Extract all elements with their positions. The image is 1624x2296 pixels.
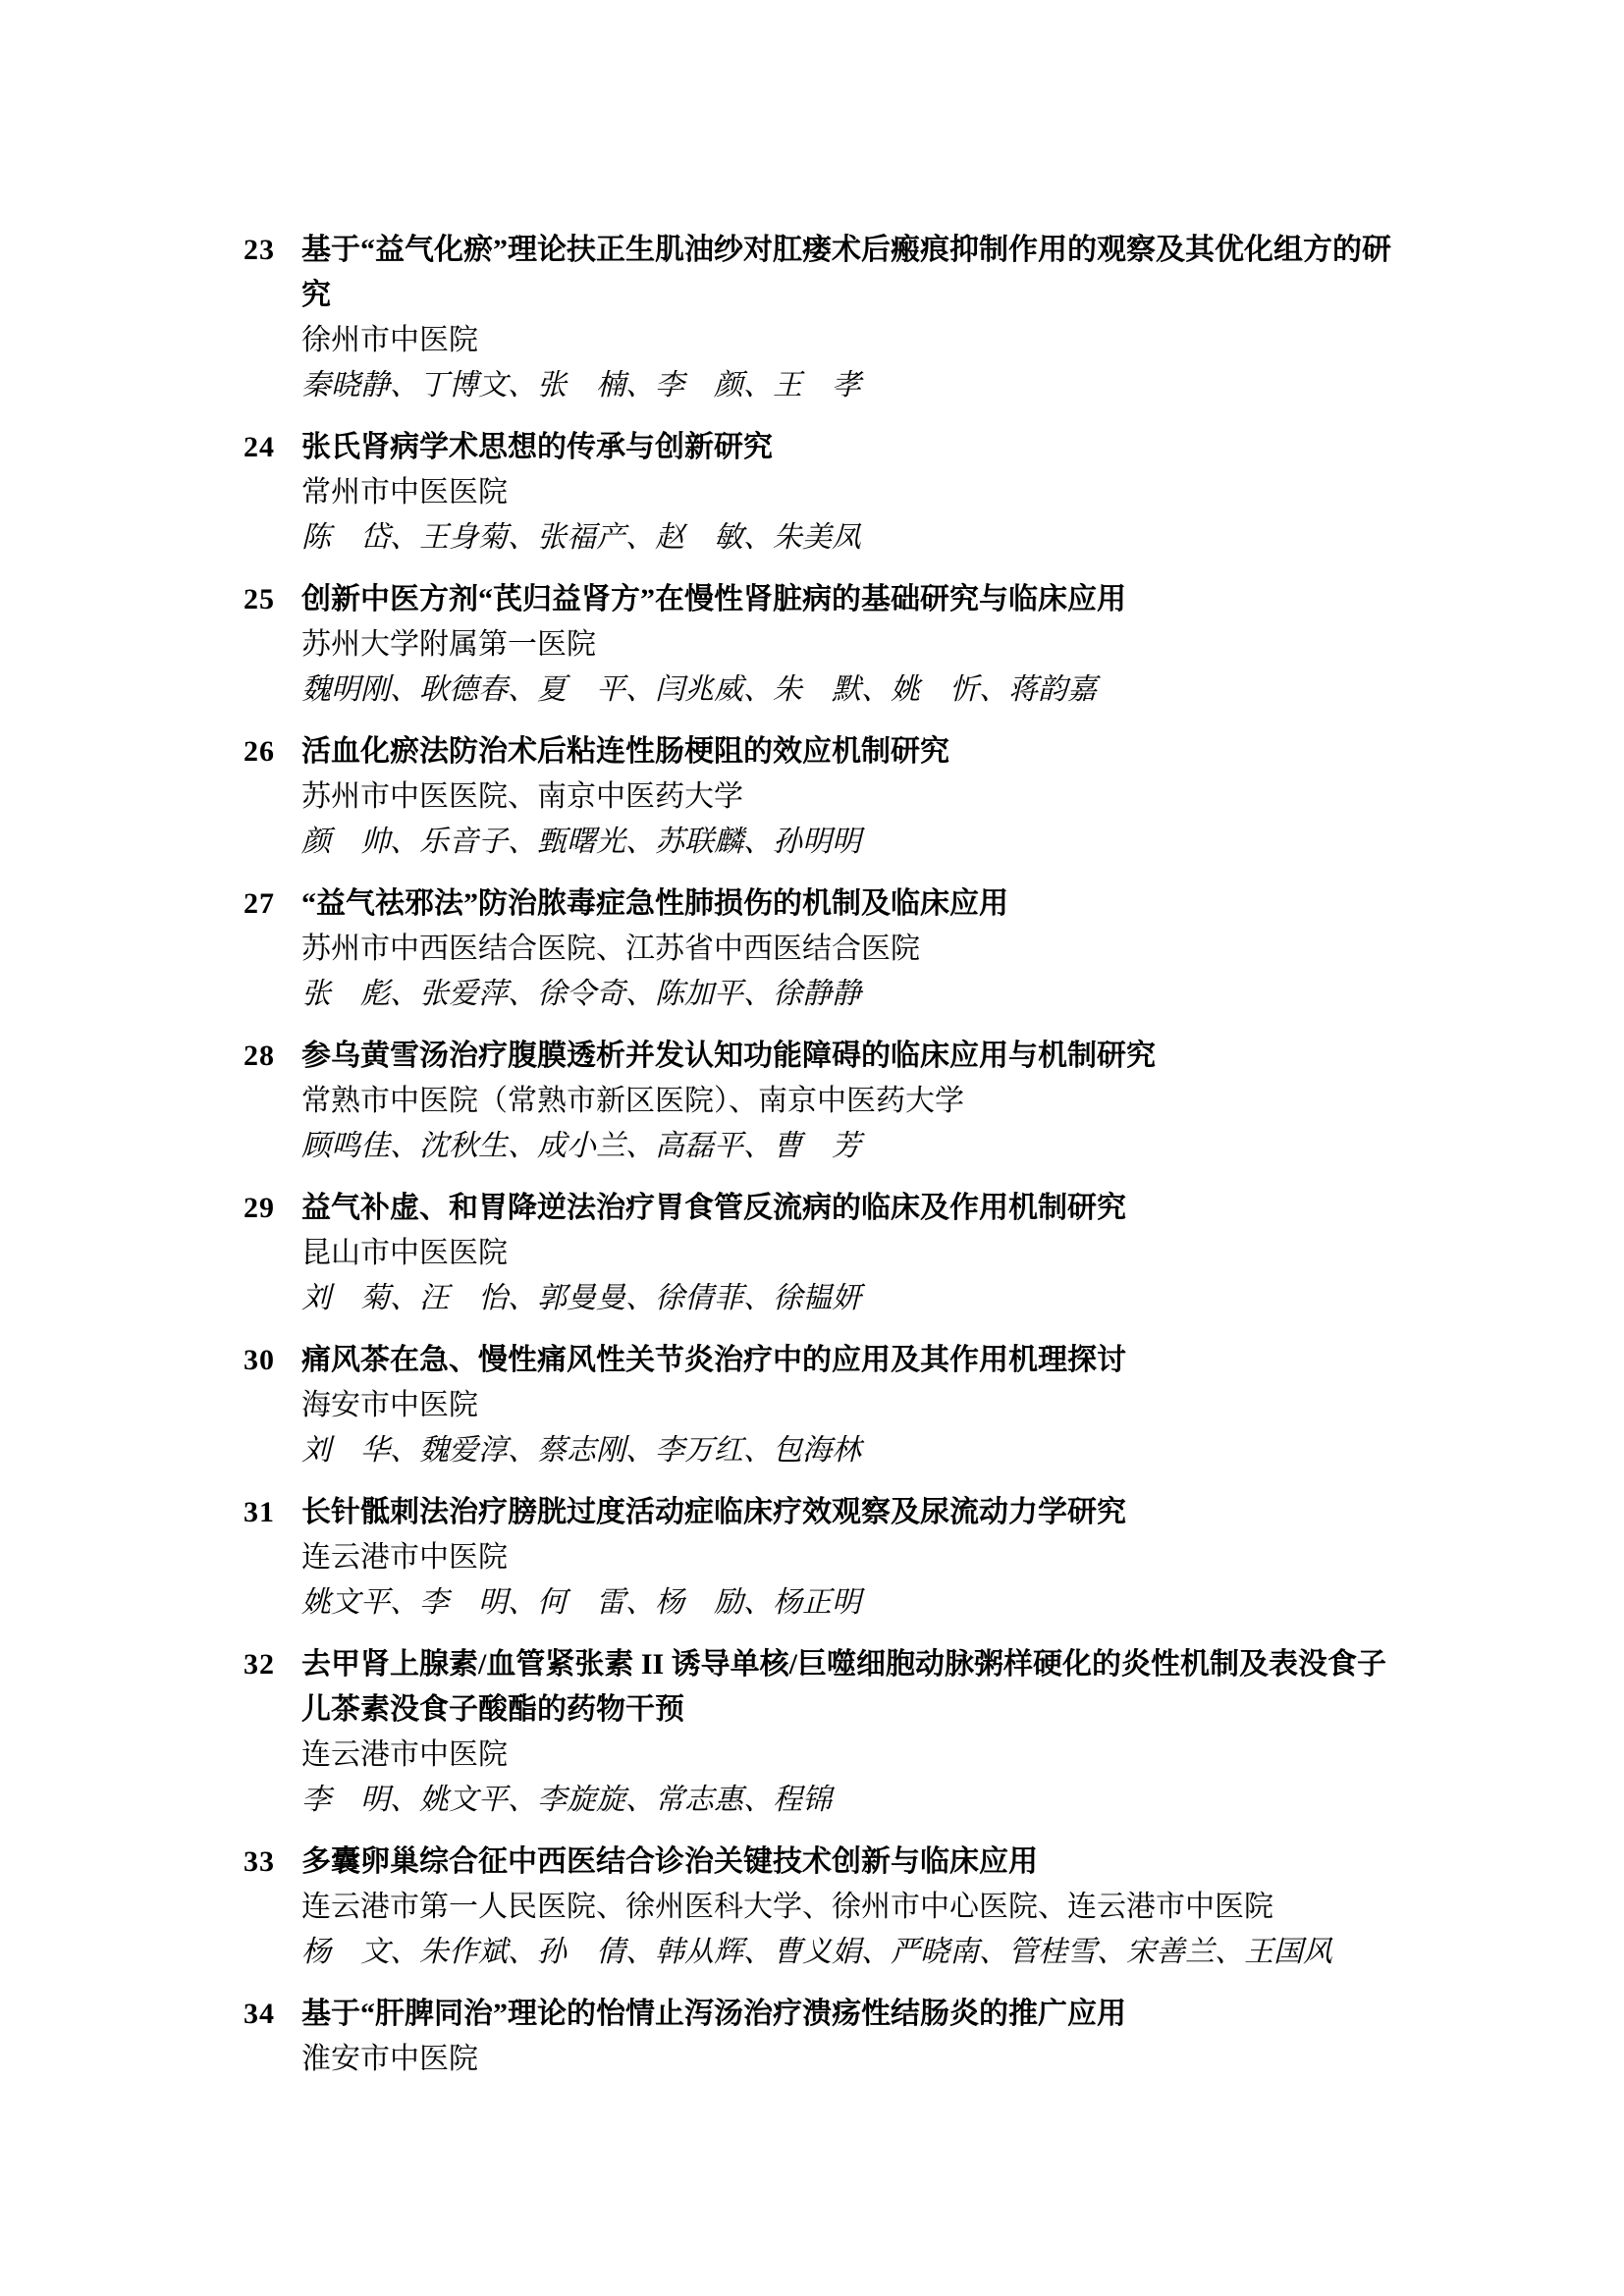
entry-body (301, 881, 1393, 1017)
entry-authors: 陈 岱、王身菊、张福产、赵 敏、朱美凤 (301, 521, 861, 554)
list-item (244, 1490, 1397, 1626)
entry-institutions: 昆山市中医医院 (301, 1237, 508, 1269)
entry-title: 基于“益气化瘀”理论扶正生肌油纱对肛瘘术后瘢痕抑制作用的观察及其优化组方的研究 (301, 234, 1391, 311)
entry-title: 痛风茶在急、慢性痛风性关节炎治疗中的应用及其作用机理探讨 (301, 1344, 1126, 1376)
entry-body (301, 1186, 1393, 1321)
entry-authors: 秦晓静、丁博文、张 楠、李 颜、王 孝 (301, 369, 861, 401)
list-item (244, 881, 1397, 1017)
list-item (244, 228, 1397, 408)
entry-title: 去甲肾上腺素/血管紧张素 II 诱导单核/巨噬细胞动脉粥样硬化的炎性机制及表没食子儿茶素没食子酸酯的药物干预 (301, 1648, 1387, 1726)
entry-institutions: 苏州市中医医院、南京中医药大学 (301, 780, 743, 813)
entry-body (301, 1034, 1393, 1169)
entry-authors: 顾鸣佳、沈秋生、成小兰、高磊平、曹 芳 (301, 1130, 861, 1162)
entry-body (301, 1490, 1393, 1626)
entry-list (244, 228, 1397, 2099)
entry-authors: 姚文平、李 明、何 雷、杨 励、杨正明 (301, 1586, 861, 1619)
list-item (244, 1186, 1397, 1321)
list-item (244, 1840, 1397, 1975)
entry-number: 33 (244, 1845, 275, 1878)
entry-number: 31 (244, 1496, 275, 1528)
list-item (244, 729, 1397, 865)
entry-institutions: 淮安市中医院 (301, 2043, 478, 2075)
entry-title: 参乌黄雪汤治疗腹膜透析并发认知功能障碍的临床应用与机制研究 (301, 1040, 1156, 1072)
entry-title: 益气补虚、和胃降逆法治疗胃食管反流病的临床及作用机制研究 (301, 1192, 1126, 1224)
entry-authors: 张 彪、张爱萍、徐令奇、陈加平、徐静静 (301, 978, 861, 1010)
entry-institutions: 徐州市中医院 (301, 324, 478, 356)
entry-body (301, 1338, 1393, 1473)
entry-authors: 刘 菊、汪 怡、郭曼曼、徐倩菲、徐韫妍 (301, 1282, 861, 1314)
entry-body (301, 1840, 1393, 1975)
entry-institutions: 连云港市第一人民医院、徐州医科大学、徐州市中心医院、连云港市中医院 (301, 1891, 1273, 1923)
entry-authors: 杨 文、朱作斌、孙 倩、韩从辉、曹义娟、严晓南、管桂雪、宋善兰、王国风 (301, 1936, 1332, 1968)
list-item (244, 1338, 1397, 1473)
list-item (244, 577, 1397, 713)
entry-body (301, 577, 1393, 713)
list-item (244, 1992, 1397, 2082)
entry-title: 活血化瘀法防治术后粘连性肠梗阻的效应机制研究 (301, 735, 949, 768)
entry-body (301, 729, 1393, 865)
entry-institutions: 连云港市中医院 (301, 1541, 508, 1574)
entry-authors: 李 明、姚文平、李旋旋、常志惠、程锦 (301, 1784, 832, 1816)
entry-title: 长针骶刺法治疗膀胱过度活动症临床疗效观察及尿流动力学研究 (301, 1496, 1126, 1528)
entry-number: 25 (244, 583, 275, 615)
list-item (244, 1642, 1397, 1823)
entry-title: 基于“肝脾同治”理论的怡情止泻汤治疗溃疡性结肠炎的推广应用 (301, 1998, 1126, 2030)
entry-title: 多囊卵巢综合征中西医结合诊治关键技术创新与临床应用 (301, 1845, 1038, 1878)
entry-number: 27 (244, 887, 275, 920)
entry-institutions: 常熟市中医院（常熟市新区医院）、南京中医药大学 (301, 1085, 964, 1117)
entry-title: 创新中医方剂“芪归益肾方”在慢性肾脏病的基础研究与临床应用 (301, 583, 1126, 615)
entry-title: 张氏肾病学术思想的传承与创新研究 (301, 431, 773, 463)
entry-institutions: 常州市中医医院 (301, 476, 508, 508)
list-item (244, 1034, 1397, 1169)
entry-number: 26 (244, 735, 275, 768)
entry-body (301, 425, 1393, 561)
entry-title: “益气祛邪法”防治脓毒症急性肺损伤的机制及临床应用 (301, 887, 1008, 920)
entry-authors: 刘 华、魏爱淳、蔡志刚、李万红、包海林 (301, 1434, 861, 1467)
entry-number: 28 (244, 1040, 275, 1072)
entry-number: 32 (244, 1648, 275, 1681)
entry-number: 23 (244, 234, 275, 266)
list-item (244, 425, 1397, 561)
entry-body (301, 1992, 1393, 2082)
entry-number: 24 (244, 431, 275, 463)
entry-number: 34 (244, 1998, 275, 2030)
entry-institutions: 连云港市中医院 (301, 1738, 508, 1771)
entry-body (301, 1642, 1393, 1823)
entry-authors: 颜 帅、乐音子、甄曙光、苏联麟、孙明明 (301, 826, 861, 858)
entry-authors: 魏明刚、耿德春、夏 平、闫兆威、朱 默、姚 忻、蒋韵嘉 (301, 673, 1097, 706)
entry-number: 29 (244, 1192, 275, 1224)
entry-institutions: 苏州市中西医结合医院、江苏省中西医结合医院 (301, 933, 920, 965)
entry-institutions: 苏州大学附属第一医院 (301, 628, 596, 661)
entry-institutions: 海安市中医院 (301, 1389, 478, 1421)
entry-body (301, 228, 1393, 408)
entry-number: 30 (244, 1344, 275, 1376)
